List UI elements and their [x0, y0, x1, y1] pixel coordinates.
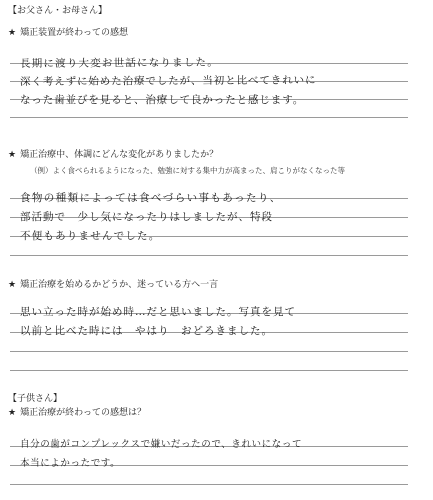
parents-answer-1-line-2: 深く考えずに始めた治療でしたが、当初と比べてきれいに	[19, 74, 317, 88]
parents-question-3-text: 矯正治療を始めるかどうか、迷っている方へ一言	[20, 280, 219, 290]
star-icon: ★	[8, 280, 17, 290]
parents-answer-2-line-1: 食物の種類によっては食べづらい事もあったり、	[20, 192, 282, 204]
answer-rule	[10, 370, 408, 371]
answer-rule	[10, 484, 408, 485]
star-icon: ★	[8, 408, 17, 418]
parents-answer-2-line-2: 部活動で 少し気になったりはしましたが、特段	[20, 211, 273, 223]
parents-question-3	[8, 280, 218, 291]
star-icon: ★	[8, 150, 17, 160]
child-answer-1-line-2: 本当によかったです。	[20, 458, 121, 469]
child-answer-1-line-1: 自分の歯がコンプレックスで嫌いだったので、きれいになって	[20, 439, 303, 450]
parents-answer-1-line-3: なった歯並びを見ると、治療して良かったと感じます。	[20, 94, 305, 106]
answer-rule	[10, 255, 408, 256]
child-question-1	[8, 408, 146, 419]
parents-question-2	[8, 150, 218, 161]
parents-answer-3-line-2: 以前と比べた時には やはり おどろきました。	[20, 325, 273, 337]
parents-question-1-text: 矯正装置が終わっての感想	[20, 28, 128, 38]
parents-answer-1-line-1: 長期に渡り大変お世話になりました。	[19, 56, 219, 70]
answer-rule	[10, 351, 408, 352]
parents-answer-3-line-1: 思い立った時が始め時…だと思いました。写真を見て	[20, 306, 296, 318]
parents-answer-2-line-3: 不便もありませんでした。	[20, 230, 161, 242]
star-icon: ★	[8, 28, 17, 38]
parents-section-heading: 【お父さん・お母さん】	[8, 6, 108, 16]
child-question-1-text: 矯正治療が終わっての感想は？	[20, 408, 146, 418]
parents-question-2-example: （例）よく食べられるようになった、勉強に対する集中力が高まった、肩こりがなくなった等	[30, 166, 345, 175]
answer-rule	[10, 117, 408, 118]
parents-question-1	[8, 28, 128, 39]
child-section-heading: 【子供さん】	[8, 394, 63, 404]
parents-question-2-text: 矯正治療中、体調にどんな変化がありましたか？	[20, 150, 219, 160]
